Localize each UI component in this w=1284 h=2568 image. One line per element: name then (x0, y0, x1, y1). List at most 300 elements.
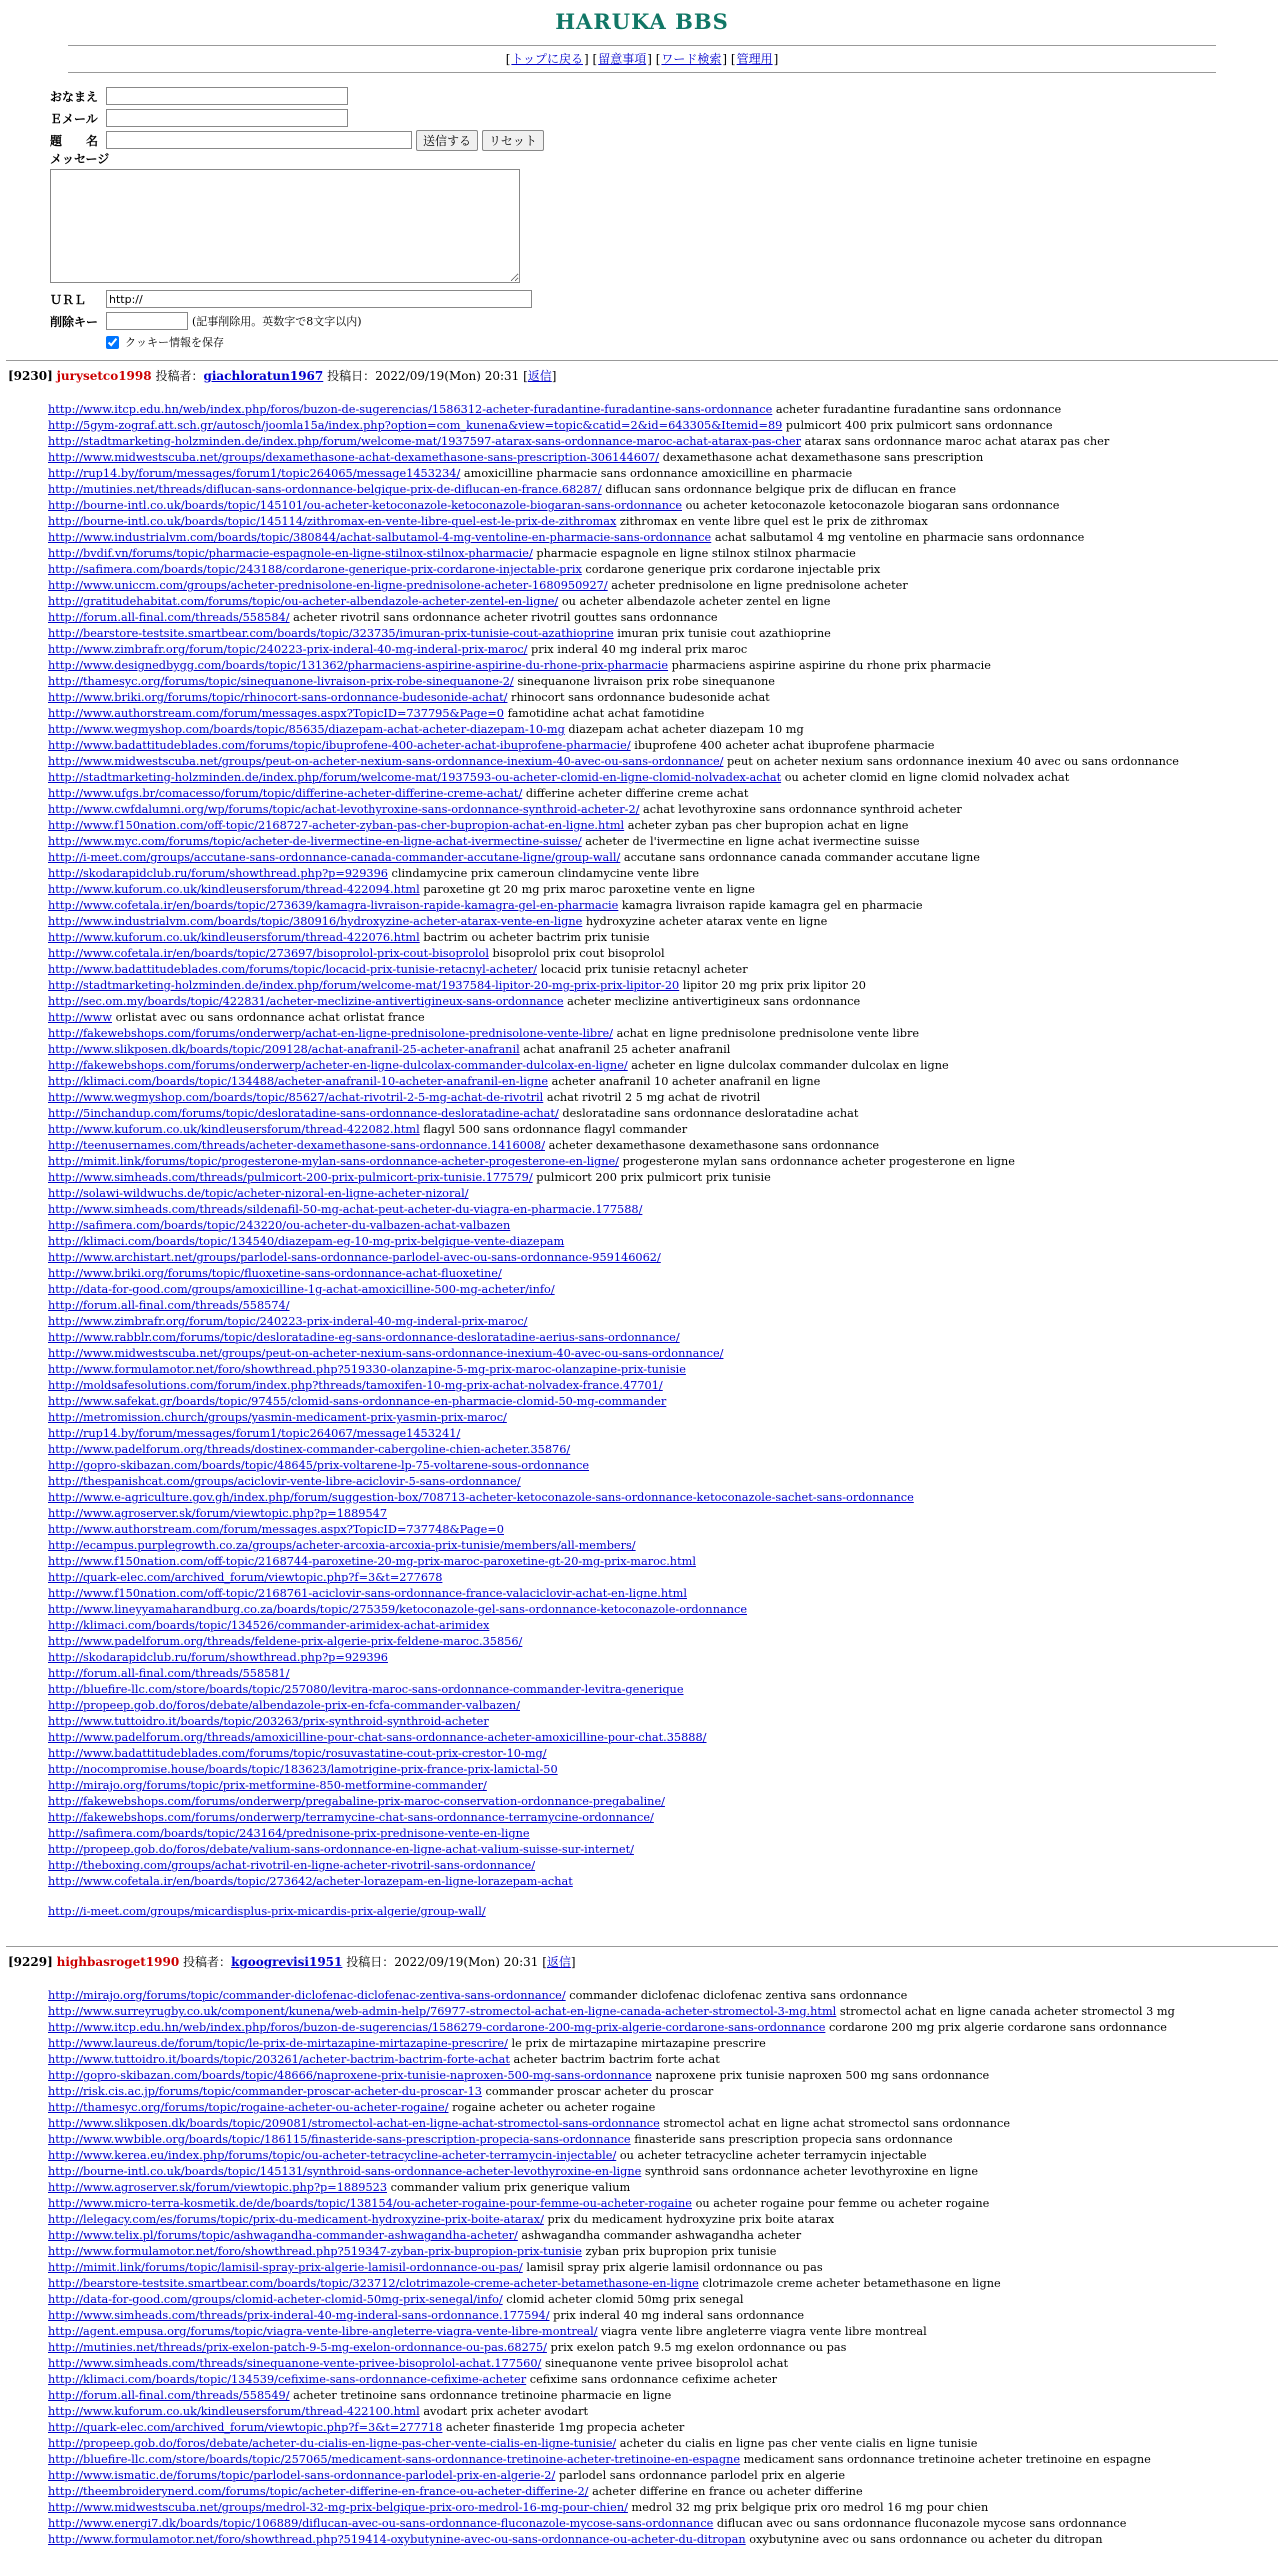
post-link[interactable]: http://www.laureus.de/forum/topic/le-prix-de-mirtazapine-mirtazapine-prescrire/ (48, 2037, 508, 2050)
post-line (48, 2484, 1284, 2500)
delete-key-label: 削除キー (50, 314, 99, 329)
post-link[interactable]: http://data-for-good.com/groups/amoxicilline-1g-achat-amoxicilline-500-mg-acheter/info/ (48, 1283, 555, 1296)
post-line (48, 2516, 1284, 2532)
post-link[interactable]: http://www.uniccm.com/groups/acheter-prednisolone-en-ligne-prednisolone-acheter-1680950927/ (48, 579, 608, 592)
post-link[interactable]: http://skodarapidclub.ru/forum/showthread.php?p=929396 (48, 1651, 388, 1664)
post-link[interactable]: http://mirajo.org/forums/topic/prix-metformine-850-metformine-commander/ (48, 1779, 487, 1792)
post-link[interactable]: http://thespanishcat.com/groups/aciclovir-vente-libre-aciclovir-5-sans-ordonnance/ (48, 1475, 521, 1488)
post-link[interactable]: http://5gym-zograf.att.sch.gr/autosch/joomla15a/index.php?option=com_kunena&view=topic&catid=2&id=643305&Itemid=89 (48, 419, 783, 432)
post-line (48, 2100, 1284, 2116)
divider (68, 45, 1216, 46)
post-link[interactable]: http://www.f150nation.com/off-topic/2168744-paroxetine-20-mg-prix-maroc-paroxetine-gt-20-mg-prix-maroc.html (48, 1555, 696, 1568)
divider (68, 72, 1216, 73)
post-link[interactable]: http://www.cofetala.ir/en/boards/topic/273642/acheter-lorazepam-en-ligne-lorazepam-achat (48, 1875, 573, 1888)
post-line (48, 1426, 1284, 1442)
post-line-text: bactrim ou acheter bactrim prix tunisie (419, 931, 650, 944)
post-line (48, 898, 1284, 914)
post-line-text: cordarone generique prix cordarone injectable prix (581, 563, 881, 576)
post-link[interactable]: http://www.formulamotor.net/foro/showthread.php?519330-olanzapine-5-mg-prix-maroc-olanzapine-prix-tunisie (48, 1363, 686, 1376)
post-link[interactable]: http://www.itcp.edu.hn/web/index.php/foros/buzon-de-sugerencias/1586279-cordarone-200-mg-prix-algerie-cordarone-sans-ordonnance (48, 2021, 826, 2034)
post-line-text: acheter meclizine antivertigineux sans ordonnance (563, 995, 861, 1008)
post-link[interactable]: http://www.briki.org/forums/topic/fluoxetine-sans-ordonnance-achat-fluoxetine/ (48, 1267, 502, 1280)
post-link[interactable]: http://www.designedbygg.com/boards/topic/131362/pharmaciens-aspirine-aspirine-du-rhone-prix-pharmacie (48, 659, 669, 672)
post-link[interactable]: http://sec.om.my/boards/topic/422831/acheter-meclizine-antivertigineux-sans-ordonnance (48, 995, 564, 1008)
post-line-text: ou acheter clomid en ligne clomid nolvadex achat (781, 771, 1070, 784)
post-line (48, 1394, 1284, 1410)
post-link[interactable]: http://lelegacy.com/es/forums/topic/prix-du-medicament-hydroxyzine-prix-boite-atarax/ (48, 2213, 544, 2226)
post-line-text: cordarone 200 mg prix algerie cordarone sans ordonnance (825, 2021, 1167, 2034)
post-link[interactable]: http://forum.all-final.com/threads/558549/ (48, 2389, 290, 2402)
post-line-text: progesterone mylan sans ordonnance acheter progesterone en ligne (619, 1155, 1015, 1168)
post-line (48, 1874, 1284, 1890)
nav-notes-link[interactable]: 留意事項 (598, 52, 647, 66)
message-textarea[interactable] (50, 169, 520, 283)
post-link[interactable]: http://www.slikposen.dk/boards/topic/209128/achat-anafranil-25-acheter-anafranil (48, 1043, 520, 1056)
post-link[interactable]: http://bourne-intl.co.uk/boards/topic/145114/zithromax-en-vente-libre-quel-est-le-prix-de-zithromax (48, 515, 617, 528)
post-line (48, 2036, 1284, 2052)
post-link[interactable]: http://theboxing.com/groups/achat-rivotril-en-ligne-acheter-rivotril-sans-ordonnance/ (48, 1859, 536, 1872)
post-line (48, 1266, 1284, 1282)
poster-name-link[interactable]: giachloratun1967 (203, 369, 324, 383)
post-link[interactable]: http://klimaci.com/boards/topic/134539/cefixime-sans-ordonnance-cefixime-acheter (48, 2373, 527, 2386)
post-body (48, 402, 1284, 1920)
post-link[interactable]: http://www.ismatic.de/forums/topic/parlodel-sans-ordonnance-parlodel-prix-en-algerie-2/ (48, 2469, 556, 2482)
post-line-text: pharmacie espagnole en ligne stilnox stilnox pharmacie (532, 547, 856, 560)
reset-button[interactable]: リセット (482, 130, 544, 151)
post-line-text: achat anafranil 25 acheter anafranil (519, 1043, 731, 1056)
post-line-text: acheter bactrim bactrim forte achat (509, 2053, 720, 2066)
post-line-text: stromectol achat en ligne canada acheter stromectol 3 mg (836, 2005, 1175, 2018)
post-link[interactable]: http://forum.all-final.com/threads/558581/ (48, 1667, 290, 1680)
email-label: Ｅメール (50, 111, 98, 126)
post-line-text: lipitor 20 mg prix prix lipitor 20 (679, 979, 866, 992)
post-link[interactable]: http://safimera.com/boards/topic/243188/cordarone-generique-prix-cordarone-injectable-prix (48, 563, 582, 576)
post-link[interactable]: http://www.midwestscuba.net/groups/dexamethasone-achat-dexamethasone-sans-prescription-306144607/ (48, 451, 660, 464)
post-line (48, 2388, 1284, 2404)
post-link[interactable]: http://www.zimbrafr.org/forum/topic/240223-prix-inderal-40-mg-inderal-prix-maroc/ (48, 643, 528, 656)
post-link[interactable]: http://www.simheads.com/threads/pulmicort-200-prix-pulmicort-prix-tunisie.177579/ (48, 1171, 533, 1184)
post-link[interactable]: http://bvdif.vn/forums/topic/pharmacie-espagnole-en-ligne-stilnox-stilnox-pharmacie/ (48, 547, 533, 560)
post-link[interactable]: http://www.padelforum.org/threads/dostinex-commander-cabergoline-chien-acheter.35876/ (48, 1443, 571, 1456)
post-link[interactable]: http://bluefire-llc.com/store/boards/topic/257065/medicament-sans-ordonnance-tretinoine-acheter-tretinoine-en-espagne (48, 2453, 741, 2466)
post-line-text: acheter finasteride 1mg propecia acheter (442, 2421, 685, 2434)
post-line-text: acheter differine en france ou acheter differine (588, 2485, 863, 2498)
post-link[interactable]: http://quark-elec.com/archived_forum/viewtopic.php?f=3&t=277718 (48, 2421, 443, 2434)
post-link[interactable]: http://www.surreyrugby.co.uk/component/kunena/web-admin-help/76977-stromectol-achat-en-ligne-canada-acheter-stromectol-3-mg.html (48, 2005, 837, 2018)
post-line-text: famotidine achat achat famotidine (504, 707, 705, 720)
subject-input[interactable] (106, 131, 412, 149)
post-link[interactable]: http://www.midwestscuba.net/groups/medrol-32-mg-prix-belgique-prix-oro-medrol-16-mg-pour-chien/ (48, 2501, 628, 2514)
post-link[interactable]: http://skodarapidclub.ru/forum/showthread.php?p=929396 (48, 867, 388, 880)
post-line (48, 1698, 1284, 1714)
post-line-text: zithromax en vente libre quel est le prix de zithromax (616, 515, 928, 528)
post-line (48, 418, 1284, 434)
post-line-text: diazepam achat acheter diazepam 10 mg (564, 723, 804, 736)
post-link[interactable]: http://www.simheads.com/threads/sildenafil-50-mg-achat-peut-acheter-du-viagra-en-pharmacie.177588/ (48, 1203, 643, 1216)
post-link[interactable]: http://www.micro-terra-kosmetik.de/de/boards/topic/138154/ou-acheter-rogaine-pour-femme-ou-acheter-rogaine (48, 2197, 692, 2210)
post-line-text: finasteride sans prescription propecia sans ordonnance (630, 2133, 953, 2146)
post-line-text: pulmicort 400 prix pulmicort sans ordonnance (782, 419, 1053, 432)
post-link[interactable]: http://www.tuttoidro.it/boards/topic/203261/acheter-bactrim-bactrim-forte-achat (48, 2053, 510, 2066)
post-line-text: ou acheter albendazole acheter zentel en ligne (558, 595, 831, 608)
poster-name-link[interactable]: kgoogrevisi1951 (231, 1955, 343, 1969)
post-line (48, 1442, 1284, 1458)
post-line (48, 1794, 1284, 1810)
post-link[interactable]: http://www.authorstream.com/forum/messages.aspx?TopicID=737748&Page=0 (48, 1523, 504, 1536)
post-line (48, 594, 1284, 610)
post-link[interactable]: http://bourne-intl.co.uk/boards/topic/145101/ou-acheter-ketoconazole-ketoconazole-biogaran-sans-ordonnance (48, 499, 683, 512)
cookie-checkbox[interactable] (106, 336, 119, 349)
post-list (0, 367, 1284, 2548)
post-link[interactable]: http://www.simheads.com/threads/sinequanone-vente-privee-bisoprolol-achat.177560/ (48, 2357, 542, 2370)
post-line (48, 1298, 1284, 1314)
post-link[interactable]: http://www (48, 1011, 113, 1024)
post-link[interactable]: http://mirajo.org/forums/topic/commander-diclofenac-diclofenac-zentiva-sans-ordonnance/ (48, 1989, 566, 2002)
post-line-text: acheter furadantine furadantine sans ordonnance (772, 403, 1062, 416)
post-line (48, 1138, 1284, 1154)
post-line-text: achat en ligne prednisolone prednisolone vente libre (612, 1027, 920, 1040)
email-input[interactable] (106, 109, 348, 127)
post-link[interactable]: http://www.wegmyshop.com/boards/topic/85635/diazepam-achat-acheter-diazepam-10-mg (48, 723, 565, 736)
post-line (48, 2196, 1284, 2212)
delete-key-input[interactable] (106, 312, 188, 330)
post-link[interactable]: http://bearstore-testsite.smartbear.com/boards/topic/323712/clotrimazole-creme-acheter-betamethasone-en-ligne (48, 2277, 699, 2290)
nav-admin-link[interactable]: 管理用 (736, 52, 773, 66)
name-label: おなまえ (50, 89, 99, 104)
post-link[interactable]: http://www.agroserver.sk/forum/viewtopic.php?p=1889547 (48, 1507, 388, 1520)
post-link[interactable]: http://www.safekat.gr/boards/topic/97455/clomid-sans-ordonnance-en-pharmacie-clomid-50-mg-commander (48, 1395, 667, 1408)
post-link[interactable]: http://metromission.church/groups/yasmin-medicament-prix-yasmin-prix-maroc/ (48, 1411, 507, 1424)
post-line (48, 1842, 1284, 1858)
post-link[interactable]: http://teenusernames.com/threads/acheter-dexamethasone-sans-ordonnance.1416008/ (48, 1139, 546, 1152)
post-line-text: commander valium prix generique valium (387, 2181, 631, 2194)
post-link[interactable]: http://www.midwestscuba.net/groups/peut-on-acheter-nexium-sans-ordonnance-inexium-40-avec-ou-sans-ordonnance/ (48, 755, 724, 768)
post-line-text: achat rivotril 2 5 mg achat de rivotril (543, 1091, 761, 1104)
post-line (48, 1810, 1284, 1826)
date-label: 投稿日： (346, 1955, 395, 1969)
post-link[interactable]: http://klimaci.com/boards/topic/134540/diazepam-eg-10-mg-prix-belgique-vente-diazepam (48, 1235, 565, 1248)
post-link[interactable]: http://risk.cis.ac.jp/forums/topic/commander-proscar-acheter-du-proscar-13 (48, 2085, 482, 2098)
post-line (48, 1202, 1284, 1218)
post-link[interactable]: http://fakewebshops.com/forums/onderwerp/achat-en-ligne-prednisolone-prednisolone-vente-libre/ (48, 1027, 613, 1040)
post-line-text: avodart prix acheter avodart (419, 2405, 589, 2418)
post-line-text: ou acheter ketoconazole ketoconazole biogaran sans ordonnance (682, 499, 1060, 512)
post-line (48, 674, 1284, 690)
post-line-text: ou acheter tetracycline acheter terramycin injectable (616, 2149, 927, 2162)
post (8, 367, 1284, 1920)
post-link[interactable]: http://www.agroserver.sk/forum/viewtopic.php?p=1889523 (48, 2181, 388, 2194)
post-line (48, 1474, 1284, 1490)
post-line (48, 1010, 1284, 1026)
post-line (48, 1026, 1284, 1042)
post-line-text: locacid prix tunisie retacnyl acheter (537, 963, 748, 976)
post-line-text: lamisil spray prix algerie lamisil ordonnance ou pas (522, 2261, 823, 2274)
post-line-text: flagyl 500 sans ordonnance flagyl commander (419, 1123, 688, 1136)
post-line-text: acheter dexamethasone dexamethasone sans ordonnance (545, 1139, 880, 1152)
post-link[interactable]: http://www.badattitudeblades.com/forums/topic/locacid-prix-tunisie-retacnyl-acheter/ (48, 963, 537, 976)
post-link[interactable]: http://www.industrialvm.com/boards/topic/380916/hydroxyzine-acheter-atarax-vente-en-ligne (48, 915, 583, 928)
post-link[interactable]: http://www.kuforum.co.uk/kindleusersforum/thread-422094.html (48, 883, 420, 896)
post-link[interactable]: http://fakewebshops.com/forums/onderwerp/acheter-en-ligne-dulcolax-commander-dulcolax-en-ligne/ (48, 1059, 628, 1072)
post-link[interactable]: http://www.formulamotor.net/foro/showthread.php?519347-zyban-prix-bupropion-prix-tunisie (48, 2245, 582, 2258)
post-link[interactable]: http://www.industrialvm.com/boards/topic/380844/achat-salbutamol-4-mg-ventoline-en-pharmacie-sans-ordonnance (48, 531, 712, 544)
poster-label: 投稿者： (183, 1955, 232, 1969)
post-link[interactable]: http://rup14.by/forum/messages/forum1/topic264067/message1453241/ (48, 1427, 461, 1440)
post-link[interactable]: http://mutinies.net/threads/prix-exelon-patch-9-5-mg-exelon-ordonnance-ou-pas.68275/ (48, 2341, 547, 2354)
post-link[interactable]: http://thamesyc.org/forums/topic/rogaine-acheter-ou-acheter-rogaine/ (48, 2101, 449, 2114)
post-link[interactable]: http://www.slikposen.dk/boards/topic/209081/stromectol-achat-en-ligne-achat-stromectol-sans-ordonnance (48, 2117, 660, 2130)
post-line-text: desloratadine sans ordonnance desloratadine achat (558, 1107, 859, 1120)
post-link[interactable]: http://www.e-agriculture.gov.gh/index.php/forum/suggestion-box/708713-acheter-ketoconazole-sans-ordonnance-ketoconazole-sachet-sans-ordonnance (48, 1491, 914, 1504)
post-link[interactable]: http://propeep.gob.do/foros/debate/valium-sans-ordonnance-en-ligne-achat-valium-suisse-sur-internet/ (48, 1843, 634, 1856)
post-link[interactable]: http://mimit.link/forums/topic/lamisil-spray-prix-algerie-lamisil-ordonnance-ou-pas/ (48, 2261, 523, 2274)
post-link[interactable]: http://www.ufgs.br/comacesso/forum/topic/differine-acheter-differine-creme-achat/ (48, 787, 523, 800)
post-link[interactable]: http://stadtmarketing-holzminden.de/index.php/forum/welcome-mat/1937597-atarax-sans-ordonnance-maroc-achat-atarax-pas-cher (48, 435, 801, 448)
post-line (48, 2324, 1284, 2340)
post-link[interactable]: http://www.kerea.eu/index.php/forums/topic/ou-acheter-tetracycline-acheter-terramycin-injectable/ (48, 2149, 617, 2162)
post-line (48, 1186, 1284, 1202)
post-line-text: acheter anafranil 10 acheter anafranil en ligne (548, 1075, 821, 1088)
post-link[interactable]: http://www.wegmyshop.com/boards/topic/85627/achat-rivotril-2-5-mg-achat-de-rivotril (48, 1091, 544, 1104)
post-link[interactable]: http://www.cwfdalumni.org/wp/forums/topic/achat-levothyroxine-sans-ordonnance-synthroid-acheter-2/ (48, 803, 640, 816)
post-link[interactable]: http://stadtmarketing-holzminden.de/index.php/forum/welcome-mat/1937584-lipitor-20-mg-prix-prix-lipitor-20 (48, 979, 680, 992)
post-line-text: rhinocort sans ordonnance budesonide achat (507, 691, 770, 704)
post-link[interactable]: http://www.telix.pl/forums/topic/ashwagandha-commander-ashwagandha-acheter/ (48, 2229, 518, 2242)
post-line (48, 546, 1284, 562)
post-link[interactable]: http://bluefire-llc.com/store/boards/topic/257080/levitra-maroc-sans-ordonnance-commander-levitra-generique (48, 1683, 684, 1696)
post-link[interactable]: http://www.briki.org/forums/topic/rhinocort-sans-ordonnance-budesonide-achat/ (48, 691, 508, 704)
post-link[interactable]: http://fakewebshops.com/forums/onderwerp/terramycine-chat-sans-ordonnance-terramycine-ordonnance/ (48, 1811, 654, 1824)
post-link[interactable]: http://klimaci.com/boards/topic/134488/acheter-anafranil-10-acheter-anafranil-en-ligne (48, 1075, 549, 1088)
post-line (48, 1988, 1284, 2004)
post-line (48, 1106, 1284, 1122)
post-line-text: diflucan avec ou sans ordonnance fluconazole mycose sans ordonnance (713, 2517, 1127, 2530)
post-link[interactable]: http://www.kuforum.co.uk/kindleusersforum/thread-422082.html (48, 1123, 420, 1136)
nav-top-link[interactable]: トップに戻る (511, 52, 584, 66)
post-link[interactable]: http://thamesyc.org/forums/topic/sinequanone-livraison-prix-robe-sinequanone-2/ (48, 675, 514, 688)
blank-line (48, 1890, 1284, 1904)
post-line-text: acheter du cialis en ligne pas cher vente cialis en ligne tunisie (616, 2437, 978, 2450)
post-line-text: cefixime sans ordonnance cefixime acheter (526, 2373, 778, 2386)
post-line (48, 2436, 1284, 2452)
post-line (48, 1074, 1284, 1090)
post-link[interactable]: http://forum.all-final.com/threads/558574/ (48, 1299, 290, 1312)
post-link[interactable]: http://www.myc.com/forums/topic/acheter-de-livermectine-en-ligne-achat-ivermectine-suisse/ (48, 835, 582, 848)
post-link[interactable]: http://www.zimbrafr.org/forum/topic/240223-prix-inderal-40-mg-inderal-prix-maroc/ (48, 1315, 528, 1328)
url-label: ＵＲＬ (50, 292, 87, 307)
post-line (48, 2340, 1284, 2356)
post-line (48, 1682, 1284, 1698)
post-link[interactable]: http://mutinies.net/threads/diflucan-sans-ordonnance-belgique-prix-de-diflucan-en-france.68287/ (48, 483, 602, 496)
post-link[interactable]: http://ecampus.purplegrowth.co.za/groups/acheter-arcoxia-arcoxia-prix-tunisie/members/all-members/ (48, 1539, 636, 1552)
post-link[interactable]: http://moldsafesolutions.com/forum/index.php?threads/tamoxifen-10-mg-prix-achat-nolvadex-france.47701/ (48, 1379, 663, 1392)
post-line (48, 2404, 1284, 2420)
post-link[interactable]: http://forum.all-final.com/threads/558584/ (48, 611, 290, 624)
post-link[interactable]: http://bourne-intl.co.uk/boards/topic/145131/synthroid-sans-ordonnance-acheter-levothyroxine-en-ligne (48, 2165, 642, 2178)
post-line (48, 1410, 1284, 1426)
post-link[interactable]: http://www.badattitudeblades.com/forums/topic/rosuvastatine-cout-prix-crestor-10-mg/ (48, 1747, 547, 1760)
post-line (48, 738, 1284, 754)
post-line (48, 1154, 1284, 1170)
post-line-text: parlodel sans ordonnance parlodel prix en algerie (555, 2469, 846, 2482)
post-line (48, 2244, 1284, 2260)
post-link[interactable]: http://bearstore-testsite.smartbear.com/boards/topic/323735/imuran-prix-tunisie-cout-azathioprine (48, 627, 614, 640)
post-line (48, 834, 1284, 850)
url-input[interactable] (106, 290, 532, 308)
post-line (48, 1602, 1284, 1618)
post-link[interactable]: http://safimera.com/boards/topic/243220/ou-acheter-du-valbazen-achat-valbazen (48, 1219, 511, 1232)
post-line (48, 642, 1284, 658)
post-line (48, 1234, 1284, 1250)
post-line (48, 994, 1284, 1010)
post-line-text: synthroid sans ordonnance acheter levothyroxine en ligne (641, 2165, 979, 2178)
post-title: jurysetco1998 (56, 369, 152, 383)
post-line-text: medicament sans ordonnance tretinoine acheter tretinoine en espagne (740, 2453, 1151, 2466)
reply-link[interactable]: 返信 (546, 1955, 571, 1969)
post-link[interactable]: http://www.itcp.edu.hn/web/index.php/foros/buzon-de-sugerencias/1586312-acheter-furadantine-furadantine-sans-ordonnance (48, 403, 773, 416)
post-line (48, 2212, 1284, 2228)
post-link[interactable]: http://www.midwestscuba.net/groups/peut-on-acheter-nexium-sans-ordonnance-inexium-40-avec-ou-sans-ordonnance/ (48, 1347, 724, 1360)
post-link[interactable]: http://www.lineyyamaharandburg.co.za/boards/topic/275359/ketoconazole-gel-sans-ordonnance-ketoconazole-ordonnance (48, 1603, 748, 1616)
poster-label: 投稿者： (155, 369, 204, 383)
post-line-text: differine acheter differine creme achat (522, 787, 749, 800)
post-line (48, 1586, 1284, 1602)
post-line (48, 1506, 1284, 1522)
submit-button[interactable]: 送信する (416, 130, 478, 151)
post-line-text: ibuprofene 400 acheter achat ibuprofene pharmacie (630, 739, 935, 752)
post-link[interactable]: http://www.rabblr.com/forums/topic/desloratadine-eg-sans-ordonnance-desloratadine-aerius-sans-ordonnance/ (48, 1331, 680, 1344)
post-line-text: accutane sans ordonnance canada commander accutane ligne (620, 851, 980, 864)
post-line-text: stromectol achat en ligne achat stromectol sans ordonnance (659, 2117, 1011, 2130)
post-line-text: prix exelon patch 9.5 mg exelon ordonnance ou pas (546, 2341, 847, 2354)
post-link[interactable]: http://i-meet.com/groups/accutane-sans-ordonnance-canada-commander-accutane-ligne/group-wall/ (48, 851, 621, 864)
post-link[interactable]: http://www.kuforum.co.uk/kindleusersforum/thread-422100.html (48, 2405, 420, 2418)
post-line (48, 1218, 1284, 1234)
post-link[interactable]: http://www.wwbible.org/boards/topic/186115/finasteride-sans-prescription-propecia-sans-ordonnance (48, 2133, 631, 2146)
post-link[interactable]: http://www.archistart.net/groups/parlodel-sans-ordonnance-parlodel-avec-ou-sans-ordonnance-959146062/ (48, 1251, 661, 1264)
post-line-text: dexamethasone achat dexamethasone sans prescription (659, 451, 984, 464)
post-link[interactable]: http://gopro-skibazan.com/boards/topic/48645/prix-voltarene-lp-75-voltarene-sous-ordonnance (48, 1459, 590, 1472)
post-line (48, 2308, 1284, 2324)
post-link[interactable]: http://www.cofetala.ir/en/boards/topic/273697/bisoprolol-prix-cout-bisoprolol (48, 947, 489, 960)
post-line (48, 402, 1284, 418)
post-line-text: ou acheter rogaine pour femme ou acheter rogaine (691, 2197, 990, 2210)
post-link[interactable]: http://propeep.gob.do/foros/debate/albendazole-prix-en-fcfa-commander-valbazen/ (48, 1699, 521, 1712)
post-link[interactable]: http://nocompromise.house/boards/topic/183623/lamotrigine-prix-france-prix-lamictal-50 (48, 1763, 558, 1776)
post-line (48, 1746, 1284, 1762)
post-line (48, 2420, 1284, 2436)
post-line (48, 1170, 1284, 1186)
post-line-text: prix inderal 40 mg inderal prix maroc (527, 643, 748, 656)
post-line-text: acheter prednisolone en ligne prednisolone acheter (607, 579, 908, 592)
post-link[interactable]: http://www.padelforum.org/threads/amoxicilline-pour-chat-sans-ordonnance-acheter-amoxicilline-pour-chat.35888/ (48, 1731, 707, 1744)
post-line (48, 498, 1284, 514)
post-line-text: imuran prix tunisie cout azathioprine (613, 627, 831, 640)
post-link[interactable]: http://5inchandup.com/forums/topic/desloratadine-sans-ordonnance-desloratadine-achat/ (48, 1107, 559, 1120)
post-line (48, 1378, 1284, 1394)
post-link[interactable]: http://mimit.link/forums/topic/progesterone-mylan-sans-ordonnance-acheter-progesterone-en-ligne/ (48, 1155, 619, 1168)
post-line-text: amoxicilline pharmacie sans ordonnance amoxicilline en pharmacie (460, 467, 853, 480)
post-link[interactable]: http://solawi-wildwuchs.de/topic/acheter-nizoral-en-ligne-acheter-nizoral/ (48, 1187, 469, 1200)
post-link[interactable]: http://www.authorstream.com/forum/messages.aspx?TopicID=737795&Page=0 (48, 707, 504, 720)
reply-link[interactable]: 返信 (527, 369, 552, 383)
post-line (48, 1858, 1284, 1874)
post-line (48, 1122, 1284, 1138)
post-line (48, 866, 1284, 882)
post-link[interactable]: http://agent.empusa.org/forums/topic/viagra-vente-libre-angleterre-viagra-vente-libre-montreal/ (48, 2325, 598, 2338)
post-line (48, 2228, 1284, 2244)
post-line-text: clindamycine prix cameroun clindamycine vente libre (387, 867, 700, 880)
post-line-text: clomid acheter clomid 50mg prix senegal (502, 2293, 744, 2306)
post-link[interactable]: http://stadtmarketing-holzminden.de/index.php/forum/welcome-mat/1937593-ou-acheter-clomid-en-ligne-clomid-nolvadex-achat (48, 771, 782, 784)
post-line (48, 1330, 1284, 1346)
post-link[interactable]: http://www.padelforum.org/threads/feldene-prix-algerie-prix-feldene-maroc.35856/ (48, 1635, 523, 1648)
message-label: メッセージ (50, 152, 110, 166)
post-link[interactable]: http://www.formulamotor.net/foro/showthread.php?519414-oxybutynine-avec-ou-sans-ordonnance-ou-acheter-du-ditropan (48, 2533, 746, 2546)
post-line (48, 1250, 1284, 1266)
post-line (48, 1090, 1284, 1106)
post-link[interactable]: http://www.kuforum.co.uk/kindleusersforum/thread-422076.html (48, 931, 420, 944)
post-line (48, 1490, 1284, 1506)
nav-search-link[interactable]: ワード検索 (661, 52, 722, 66)
post-line (48, 2132, 1284, 2148)
post-link[interactable]: http://www.energi7.dk/boards/topic/106889/diflucan-avec-ou-sans-ordonnance-fluconazole-mycose-sans-ordonnance (48, 2517, 714, 2530)
post-link[interactable]: http://www.f150nation.com/off-topic/2168727-acheter-zyban-pas-cher-bupropion-achat-en-ligne.html (48, 819, 625, 832)
post-link[interactable]: http://gopro-skibazan.com/boards/topic/48666/naproxene-prix-tunisie-naproxen-500-mg-sans-ordonnance (48, 2069, 652, 2082)
post-line (48, 2164, 1284, 2180)
subject-label: 題 名 (50, 133, 99, 148)
post-line (48, 1522, 1284, 1538)
post-link[interactable]: http://propeep.gob.do/foros/debate/acheter-du-cialis-en-ligne-pas-cher-vente-cialis-en-ligne-tunisie/ (48, 2437, 617, 2450)
post-link[interactable]: http://data-for-good.com/groups/clomid-acheter-clomid-50mg-prix-senegal/info/ (48, 2293, 503, 2306)
post-line-text: bisoprolol prix cout bisoprolol (488, 947, 665, 960)
post-link[interactable]: http://klimaci.com/boards/topic/134526/commander-arimidex-achat-arimidex (48, 1619, 490, 1632)
post-line (48, 562, 1284, 578)
post-link[interactable]: http://www.tuttoidro.it/boards/topic/203263/prix-synthroid-synthroid-acheter (48, 1715, 489, 1728)
post-link[interactable]: http://www.f150nation.com/off-topic/2168761-aciclovir-sans-ordonnance-france-valaciclovir-achat-en-ligne.html (48, 1587, 687, 1600)
post-link[interactable]: http://theembroiderynerd.com/forums/topic/acheter-differine-en-france-ou-acheter-differine-2/ (48, 2485, 589, 2498)
post-line-text: viagra vente libre angleterre viagra vente libre montreal (597, 2325, 927, 2338)
post-line (48, 2292, 1284, 2308)
post-line (48, 850, 1284, 866)
post-line (48, 466, 1284, 482)
post-line-text: acheter zyban pas cher bupropion achat en ligne (624, 819, 909, 832)
post-line (48, 1362, 1284, 1378)
post-link[interactable]: http://www.simheads.com/threads/prix-inderal-40-mg-inderal-sans-ordonnance.177594/ (48, 2309, 550, 2322)
post-line (48, 2356, 1284, 2372)
post-link[interactable]: http://quark-elec.com/archived_forum/viewtopic.php?f=3&t=277678 (48, 1571, 443, 1584)
post-link[interactable]: http://www.badattitudeblades.com/forums/topic/ibuprofene-400-acheter-achat-ibuprofene-pharmacie/ (48, 739, 631, 752)
post-line-text: sinequanone livraison prix robe sinequanone (513, 675, 775, 688)
post-line (48, 1458, 1284, 1474)
post-line-text: acheter de l'ivermectine en ligne achat ivermectine suisse (581, 835, 920, 848)
post-header: [9229] highbasroget1990 投稿者：kgoogrevisi1951 投稿日：2022/09/19(Mon) 20:31 [返信] (8, 1955, 576, 1969)
post-line (48, 578, 1284, 594)
name-input[interactable] (106, 87, 348, 105)
post-line-text: achat levothyroxine sans ordonnance synthroid acheter (639, 803, 962, 816)
post-line-text: diflucan sans ordonnance belgique prix de diflucan en france (601, 483, 957, 496)
post-line (48, 1666, 1284, 1682)
post-line (48, 1538, 1284, 1554)
post-link[interactable]: http://www.cofetala.ir/en/boards/topic/273639/kamagra-livraison-rapide-kamagra-gel-en-pharmacie (48, 899, 619, 912)
post-link[interactable]: http://i-meet.com/groups/micardisplus-prix-micardis-prix-algerie/group-wall/ (48, 1905, 486, 1918)
post-link[interactable]: http://fakewebshops.com/forums/onderwerp/pregabaline-prix-maroc-conservation-ordonnance-pregabaline/ (48, 1795, 665, 1808)
post-line (48, 610, 1284, 626)
post-link[interactable]: http://rup14.by/forum/messages/forum1/topic264065/message1453234/ (48, 467, 461, 480)
post-link[interactable]: http://gratitudehabitat.com/forums/topic/ou-acheter-albendazole-acheter-zentel-en-ligne/ (48, 595, 559, 608)
post-link[interactable]: http://safimera.com/boards/topic/243164/prednisone-prix-prednisone-vente-en-ligne (48, 1827, 530, 1840)
post-line (48, 754, 1284, 770)
